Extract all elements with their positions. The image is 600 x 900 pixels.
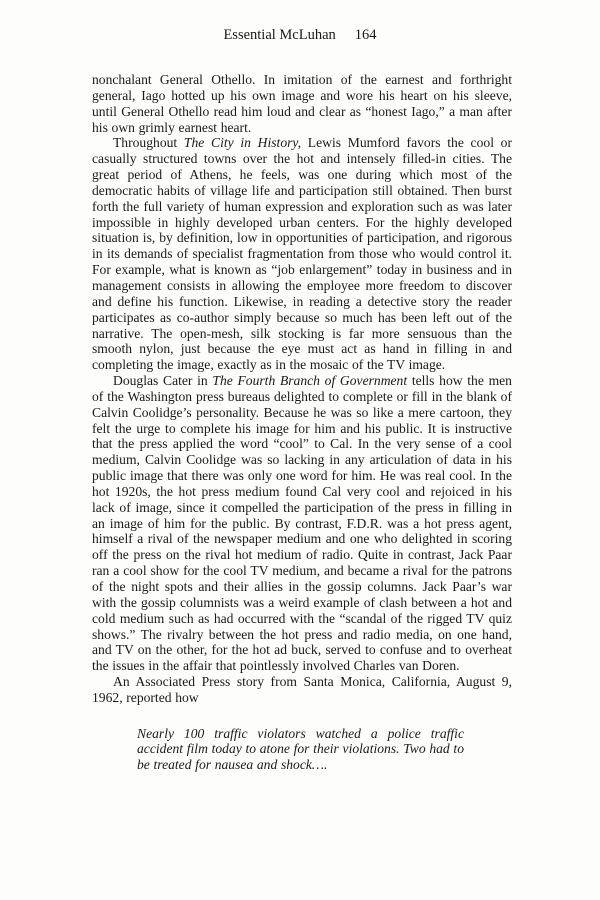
page-body <box>92 72 512 772</box>
running-head-title: Essential McLuhan <box>223 27 336 43</box>
text-segment: Throughout <box>113 135 184 151</box>
text-segment: An Associated Press story from Santa Monica, California, August 9, 1962, reported how <box>92 674 512 705</box>
italic-text-segment: The Fourth Branch of Government <box>212 373 408 389</box>
text-segment: tells how the men of the Washington press bureaus delighted to complete or fill in the blank of Calvin Coolidge’s personality. Because he was so like a mere cartoon, they felt the urge to complete his image for him and his public. It is instructive that the press applied the word “cool” to Cal. In the very sense of a cool medium, Calvin Coolidge was so lacking in any articulation of data in his public image that there was only one word for him. He was real cool. In the hot 1920s, the hot press medium found Cal very cool and rejoiced in his lack of image, since it compelled the participation of the press in filling in an image of him for the public. By contrast, F.D.R. was a hot press agent, himself a rival of the newspaper medium and one who delighted in scoring off the press on the rival hot medium of radio. Quite in contrast, Jack Paar ran a cool show for the cool TV medium, and became a rival for the patrons of the night spots and their allies in the gossip columns. Jack Paar’s war with the gossip columnists was a weird example of clash between a hot and cold medium such as had occurred with the “scandal of the rigged TV quiz shows.” The rivalry between the hot press and radio media, on one hand, and TV on the other, for the hot ad buck, served to confuse and to overheat the issues in the affair that pointlessly involved Charles van Doren. <box>92 373 512 674</box>
running-head <box>0 27 600 43</box>
paragraph-mumford <box>92 135 512 373</box>
paragraph-ap-story <box>92 674 512 706</box>
blockquote-ap-excerpt <box>137 726 464 773</box>
text-segment: nonchalant General Othello. In imitation of the earnest and forthright general, Iago hotted up his own image and wore his heart on his sleeve, until General Othello read him loud and clear as “honest Iago,” a man after his own grimly earnest heart. <box>92 72 512 135</box>
italic-text-segment: The City in History, <box>183 135 302 151</box>
text-segment: Douglas Cater in <box>113 373 213 389</box>
text-segment: Lewis Mumford favors the cool or casually structured towns over the hot and intensely filled-in cities. The great period of Athens, he feels, was one during which most of the democratic habits of village life and participation still obtained. Then burst forth the full variety of human expression and exploration such as was later impossible in highly developed urban centers. For the highly developed situation is, by definition, low in opportunities of participation, and rigorous in its demands of specialist fragmentation from those who would control it. For example, what is known as “job enlargement” today in business and in management consists in allowing the employee more freedom to discover and define his function. Likewise, in reading a detective story the reader participates as co-author simply because so much has been left out of the narrative. The open-mesh, silk stocking is far more sensuous than the smooth nylon, just because the eye must act as hand in filling in and completing the image, exactly as in the mosaic of the TV image. <box>92 135 513 373</box>
paragraph-othello <box>92 72 512 135</box>
paragraph-cater <box>92 373 512 674</box>
page-number: 164 <box>354 27 377 43</box>
blockquote-text-segment: Nearly 100 traffic violators watched a police traffic accident film today to atone for their violations. Two had to be treated for nausea and shock…. <box>137 725 464 772</box>
